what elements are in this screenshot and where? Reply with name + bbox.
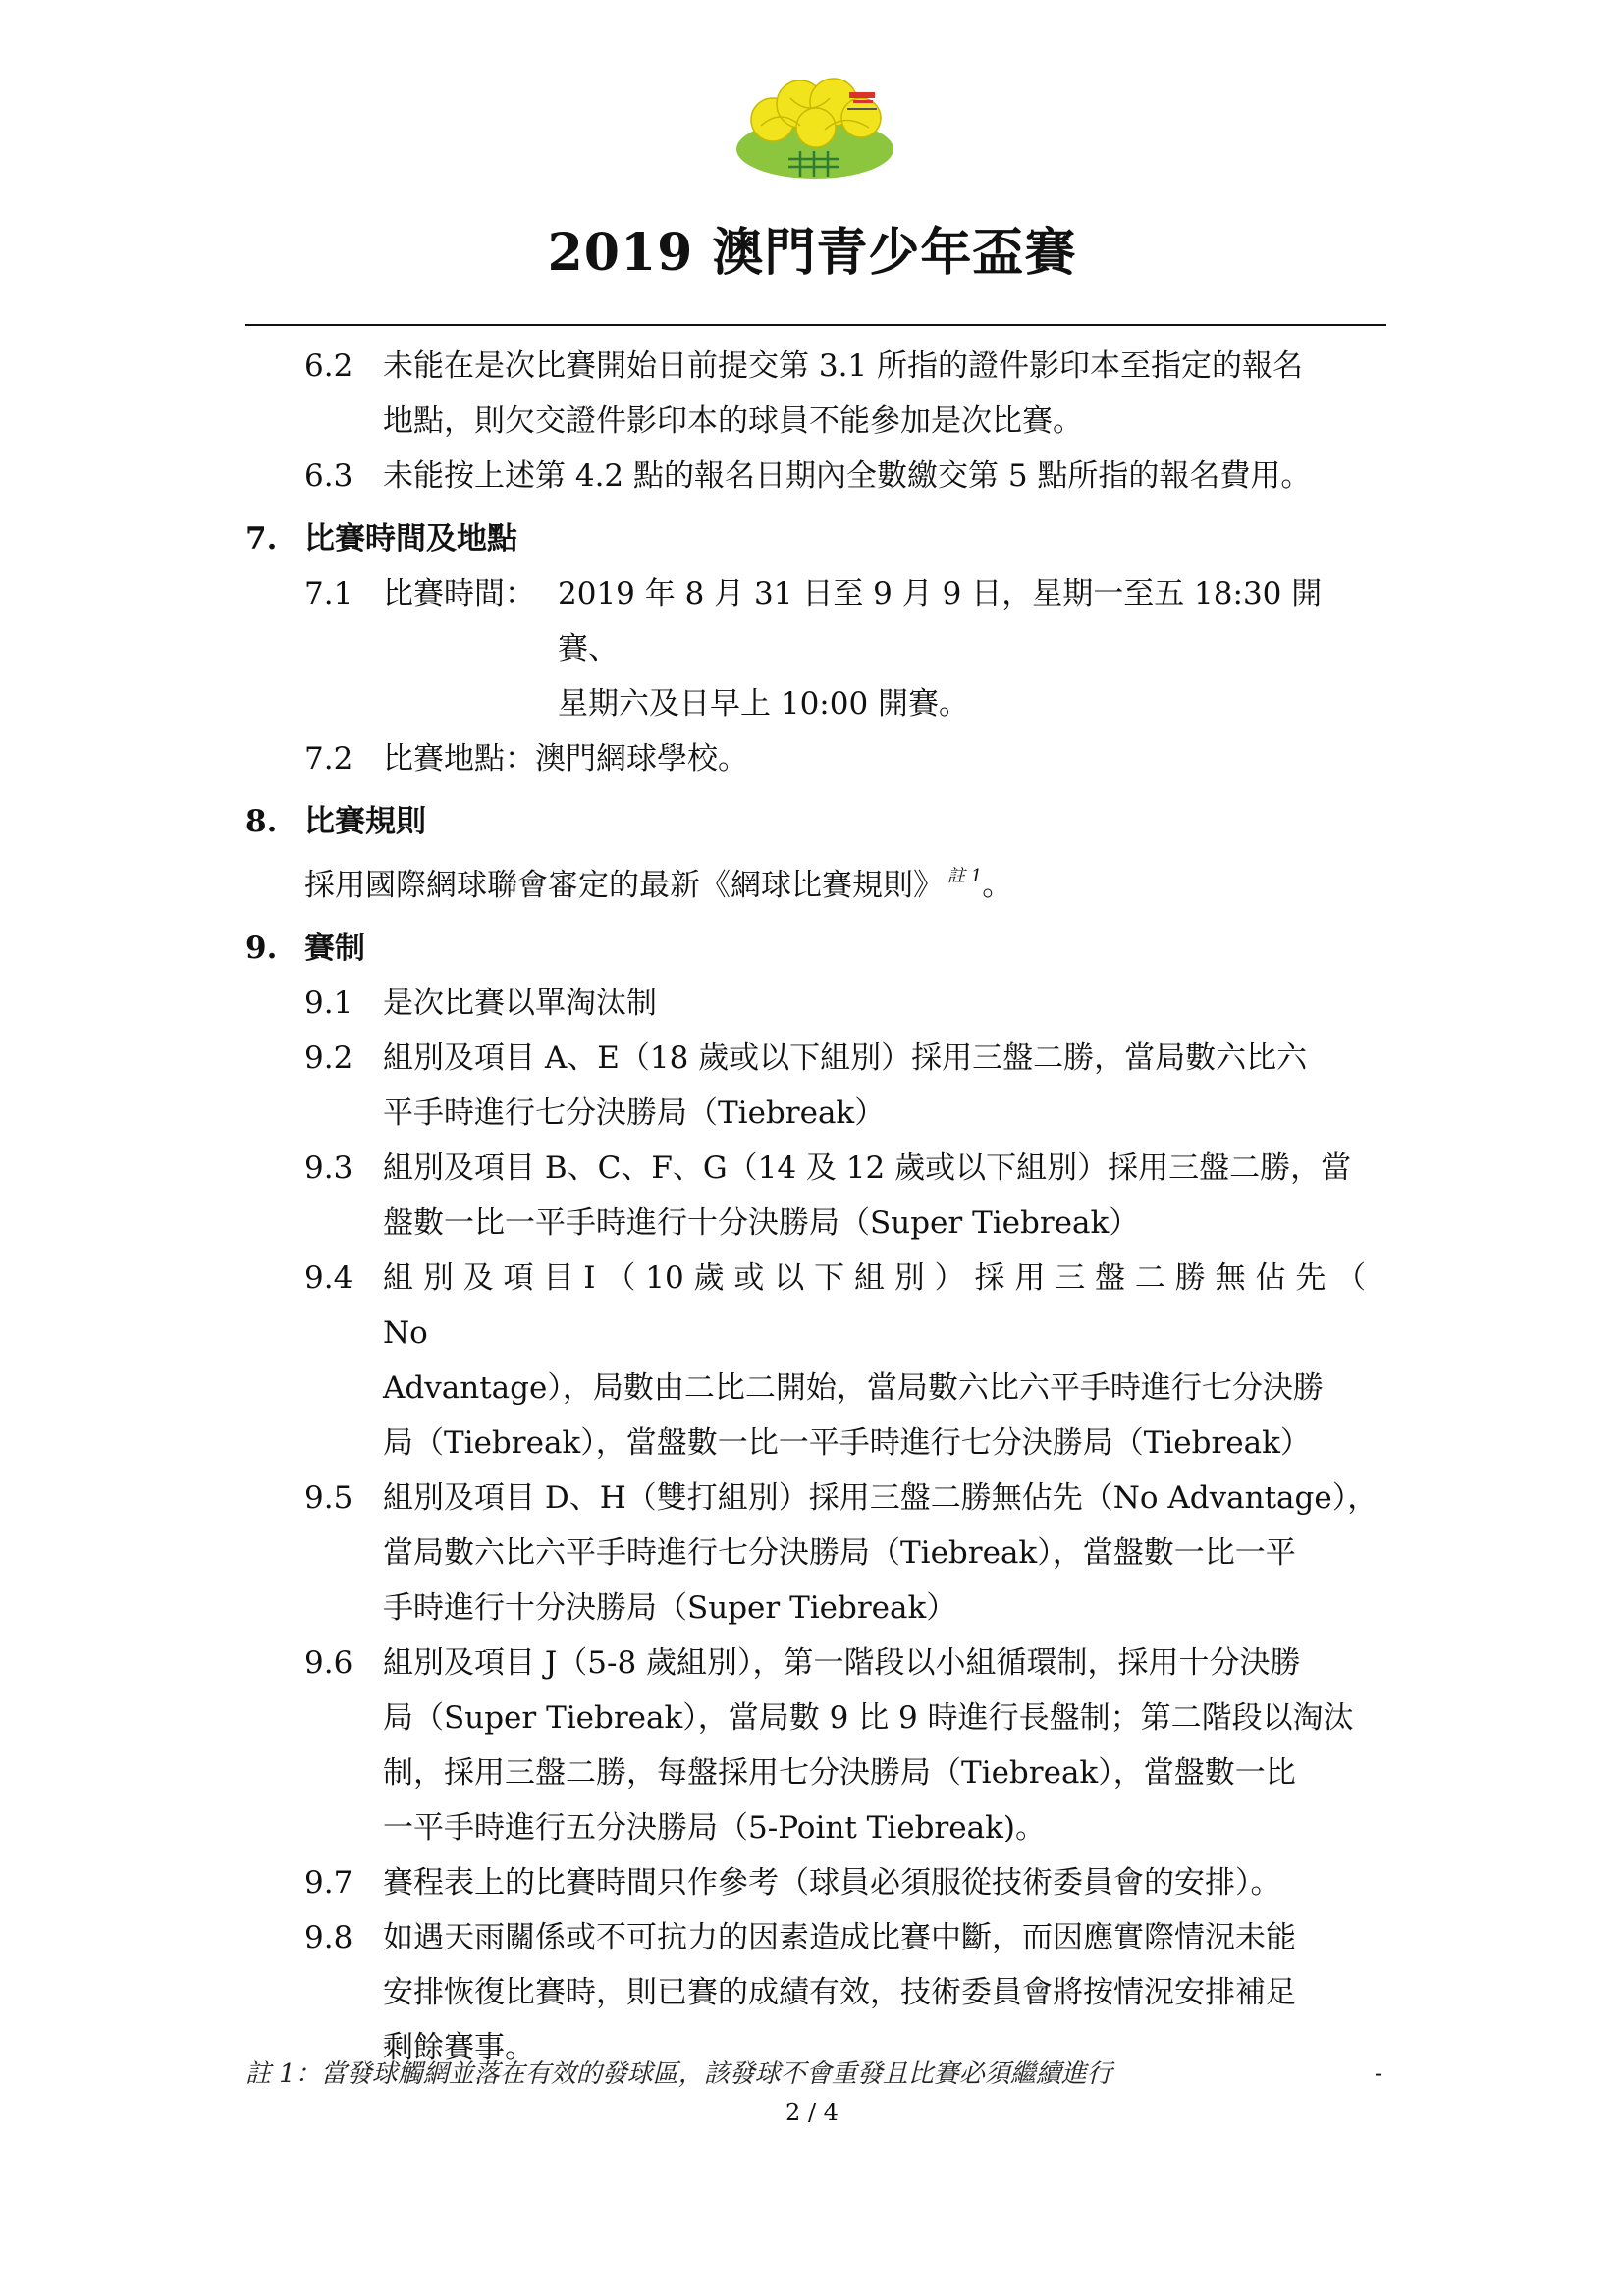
field-label: 比賽時間：	[383, 576, 535, 612]
clause-line: Advantage），局數由二比二開始，當局數六比六平手時進行七分決勝	[383, 1370, 1324, 1406]
clause-number: 6.2	[304, 348, 353, 384]
clause-number: 9.6	[304, 1645, 353, 1681]
clause-9-8	[245, 1910, 1386, 2075]
section-number: 9.	[245, 931, 278, 966]
clause-line: 剩餘賽事。	[383, 2030, 535, 2065]
clause-number: 9.4	[304, 1260, 353, 1296]
section-9-heading	[245, 921, 1386, 976]
section-title: 賽制	[304, 931, 365, 966]
clause-line: 如遇天雨關係或不可抗力的因素造成比賽中斷，而因應實際情況未能	[383, 1920, 1296, 1955]
clause-number: 9.1	[304, 986, 353, 1021]
clause-number: 9.3	[304, 1150, 353, 1186]
clause-number: 9.2	[304, 1041, 353, 1076]
footnote: 註 1：當發球觸網並落在有效的發球區，該發球不會重發且比賽必須繼續進行	[245, 2059, 1112, 2089]
clause-line: 組別及項目 A、E（18 歲或以下組別）採用三盤二勝，當局數六比六	[383, 1041, 1308, 1076]
clause-line: 安排恢復比賽時，則已賽的成績有效，技術委員會將按情況安排補足	[383, 1975, 1296, 2010]
clause-number: 7.2	[304, 741, 353, 776]
rules-text-end: 。	[982, 868, 1013, 903]
tennis-association-logo	[731, 69, 898, 187]
clause-line: 局（Tiebreak），當盤數一比一平手時進行七分決勝局（Tiebreak）	[383, 1425, 1311, 1461]
clause-9-4	[245, 1251, 1386, 1470]
clause-9-2	[245, 1031, 1386, 1141]
footer-dash: -	[1375, 2059, 1383, 2087]
clause-line: 2019 年 8 月 31 日至 9 月 9 日，星期一至五 18:30 開 賽、	[558, 576, 1363, 667]
clause-line: 當局數六比六平手時進行七分決勝局（Tiebreak），當盤數一比一平	[383, 1535, 1296, 1571]
document-title: 2019 澳門青少年盃賽	[547, 223, 1077, 283]
footnote-marker: 註 1	[947, 866, 983, 886]
clause-line: 一平手時進行五分決勝局（5-Point Tiebreak)。	[383, 1810, 1046, 1845]
clause-line: 組別及項目 J（5-8 歲組別），第一階段以小組循環制，採用十分決勝	[383, 1645, 1301, 1681]
clause-line: 制，採用三盤二勝，每盤採用七分決勝局（Tiebreak），當盤數一比	[383, 1755, 1296, 1790]
clause-7-2	[245, 731, 1386, 786]
section-title: 比賽規則	[304, 804, 426, 839]
title-divider	[245, 324, 1386, 326]
clause-line: 組 別 及 項 目 I （ 10 歲 或 以 下 組 別 ） 採 用 三 盤 二 勝 無 佔 先 （ No	[383, 1260, 1367, 1351]
rules-text: 採用國際網球聯會審定的最新《網球比賽規則》	[304, 868, 944, 903]
section-7-heading	[245, 511, 1386, 566]
clause-6-3	[245, 449, 1386, 504]
section-8-heading	[245, 794, 1386, 849]
clause-line: 盤數一比一平手時進行十分決勝局（Super Tiebreak）	[383, 1205, 1140, 1241]
clause-line: 手時進行十分決勝局（Super Tiebreak）	[383, 1590, 957, 1626]
clause-line: 星期六及日早上 10:00 開賽。	[558, 686, 970, 721]
clause-line: 組別及項目 B、C、F、G（14 及 12 歲或以下組別）採用三盤二勝，當	[383, 1150, 1352, 1186]
clause-line: 未能在是次比賽開始日前提交第 3.1 所指的證件影印本至指定的報名	[383, 348, 1304, 384]
section-number: 8.	[245, 804, 278, 839]
clause-9-7	[245, 1855, 1386, 1910]
clause-line: 比賽地點：澳門網球學校。	[383, 741, 748, 776]
clause-9-1	[245, 976, 1386, 1031]
clause-6-2	[245, 339, 1386, 449]
clause-field	[383, 566, 1386, 731]
clause-line: 地點，則欠交證件影印本的球員不能參加是次比賽。	[383, 403, 1083, 439]
clause-9-3	[245, 1141, 1386, 1251]
clause-number: 9.5	[304, 1480, 353, 1516]
clause-line: 賽程表上的比賽時間只作參考（球員必須服從技術委員會的安排）。	[383, 1865, 1281, 1900]
clause-line: 平手時進行七分決勝局（Tiebreak）	[383, 1095, 886, 1131]
page-number: 2 / 4	[785, 2099, 839, 2126]
clause-9-6	[245, 1635, 1386, 1855]
clause-9-5	[245, 1470, 1386, 1635]
clause-number: 6.3	[304, 458, 353, 494]
clause-number: 9.7	[304, 1865, 353, 1900]
clause-line: 是次比賽以單淘汰制	[383, 986, 657, 1021]
section-title: 比賽時間及地點	[304, 521, 517, 557]
clause-line: 局（Super Tiebreak），當局數 9 比 9 時進行長盤制；第二階段以淘汰	[383, 1700, 1354, 1735]
clause-line: 組別及項目 D、H（雙打組別）採用三盤二勝無佔先（No Advantage），	[383, 1480, 1379, 1516]
clause-line: 未能按上述第 4.2 點的報名日期內全數繳交第 5 點所指的報名費用。	[383, 458, 1312, 494]
section-number: 7.	[245, 521, 278, 557]
section-8-text	[245, 849, 1386, 913]
document-body	[245, 339, 1386, 2075]
clause-number: 9.8	[304, 1920, 353, 1955]
clause-number: 7.1	[304, 576, 353, 612]
clause-7-1	[245, 566, 1386, 731]
